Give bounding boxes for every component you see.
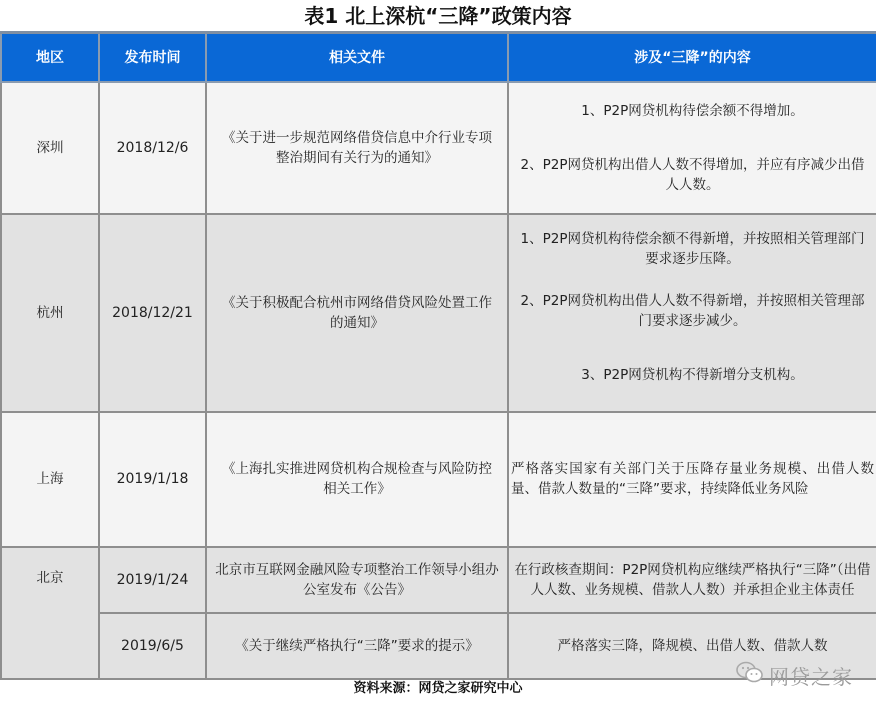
cell-document: 《关于进一步规范网络借贷信息中介行业专项整治期间有关行为的通知》 bbox=[206, 82, 508, 214]
table-row-shanghai bbox=[1, 412, 876, 547]
cell-date: 2019/1/18 bbox=[99, 412, 206, 547]
cell-content bbox=[508, 547, 876, 613]
cell-document: 北京市互联网金融风险专项整治工作领导小组办公室发布《公告》 bbox=[206, 547, 508, 613]
cell-region: 杭州 bbox=[1, 214, 99, 412]
cell-region: 上海 bbox=[1, 412, 99, 547]
cell-date: 2019/1/24 bbox=[99, 547, 206, 613]
content-item: 1、P2P网贷机构待偿余额不得增加。 bbox=[581, 102, 804, 119]
cell-content bbox=[508, 412, 876, 547]
cell-document: 《上海扎实推进网贷机构合规检查与风险防控相关工作》 bbox=[206, 412, 508, 547]
table-row-shenzhen bbox=[1, 82, 876, 214]
header-date: 发布时间 bbox=[99, 33, 206, 82]
cell-date: 2018/12/21 bbox=[99, 214, 206, 412]
watermark bbox=[735, 662, 853, 688]
content-item: 1、P2P网贷机构待偿余额不得新增，并按照相关管理部门要求逐步压降。 bbox=[520, 230, 865, 267]
header-content: 涉及“三降”的内容 bbox=[508, 33, 876, 82]
cell-region: 北京 bbox=[1, 547, 99, 679]
content-item: 严格落实三降，降规模、出借人数、借款人数 bbox=[557, 637, 828, 654]
cell-region: 深圳 bbox=[1, 82, 99, 214]
watermark-text: 网贷之家 bbox=[769, 664, 853, 689]
cell-content bbox=[508, 214, 876, 412]
content-item: 在行政核查期间：P2P网贷机构应继续严格执行“三降”（出借人人数、业务规模、借款人人数）并承担企业主体责任 bbox=[514, 561, 871, 598]
table-row-beijing-1 bbox=[1, 547, 876, 613]
policy-table bbox=[0, 31, 876, 680]
content-item: 2、P2P网贷机构出借人人数不得新增，并按照相关管理部门要求逐步减少。 bbox=[520, 292, 865, 329]
cell-content bbox=[508, 82, 876, 214]
header-region: 地区 bbox=[1, 33, 99, 82]
source-note: 资料来源：网贷之家研究中心 bbox=[353, 681, 523, 696]
table-title: 表1 北上深杭“三降”政策内容 bbox=[304, 4, 572, 28]
cell-document: 《关于继续严格执行“三降”要求的提示》 bbox=[206, 613, 508, 679]
content-item: 2、P2P网贷机构出借人人数不得增加，并应有序减少出借人人数。 bbox=[520, 156, 865, 193]
content-item: 3、P2P网贷机构不得新增分支机构。 bbox=[581, 366, 804, 383]
cell-date: 2018/12/6 bbox=[99, 82, 206, 214]
table-row-hangzhou bbox=[1, 214, 876, 412]
cell-date: 2019/6/5 bbox=[99, 613, 206, 679]
wechat-icon bbox=[735, 661, 769, 690]
header-document: 相关文件 bbox=[206, 33, 508, 82]
content-item: 严格落实国家有关部门关于压降存量业务规模、出借人数量、借款人数量的“三降”要求，持续降低业务风险 bbox=[511, 461, 874, 497]
cell-document: 《关于积极配合杭州市网络借贷风险处置工作的通知》 bbox=[206, 214, 508, 412]
table-header-row bbox=[1, 33, 876, 82]
